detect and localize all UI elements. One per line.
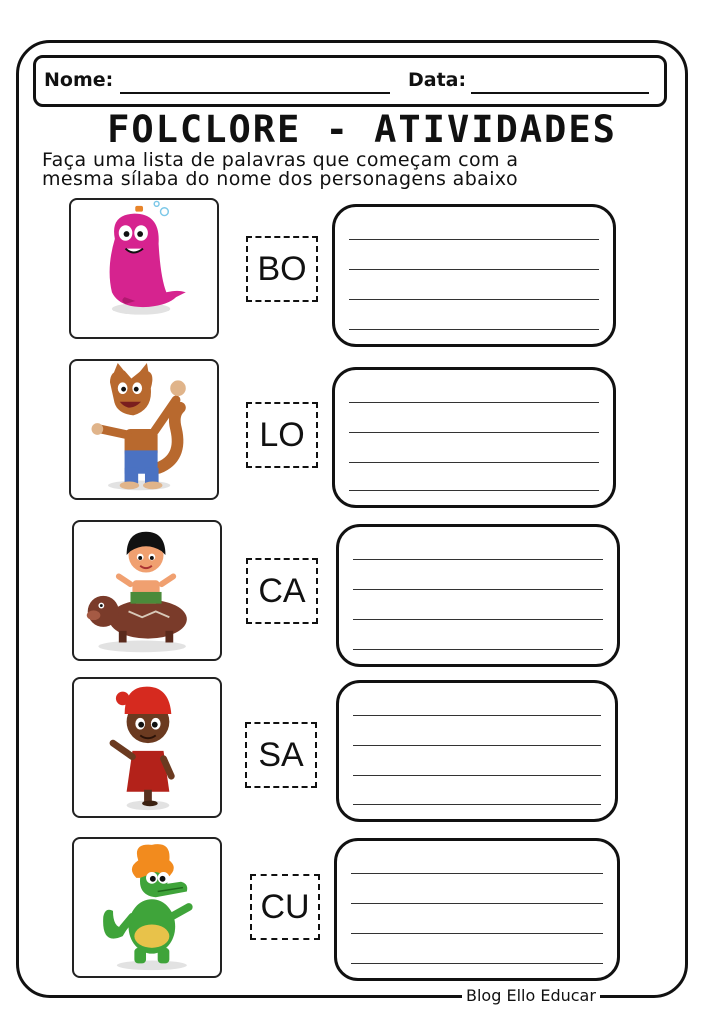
date-label: Data: (408, 69, 467, 91)
boto-pink-dolphin-icon (71, 200, 217, 337)
date-field-line[interactable] (471, 92, 649, 94)
instruction-text (42, 151, 682, 189)
syllable-box-2: LO (246, 402, 318, 468)
lobisomem-werewolf-icon (71, 361, 217, 498)
character-picture-4 (72, 677, 222, 818)
character-picture-3 (72, 520, 222, 661)
character-picture-5 (72, 837, 222, 978)
writing-box-4[interactable] (336, 680, 618, 822)
writing-box-2[interactable] (332, 367, 616, 508)
name-field-line[interactable] (120, 92, 390, 94)
saci-icon (74, 679, 220, 816)
syllable-box-1: BO (246, 236, 318, 302)
name-label: Nome: (44, 69, 114, 91)
instruction-line-2: mesma sílaba do nome dos personagens abaixo (42, 168, 518, 190)
cuca-alligator-icon (74, 839, 220, 976)
footer-credit: Blog Ello Educar (462, 986, 600, 1005)
character-picture-2 (69, 359, 219, 500)
page-title: FOLCLORE - ATIVIDADES (107, 108, 617, 151)
caipora-on-boar-icon (74, 522, 220, 659)
instruction-line-1: Faça uma lista de palavras que começam com a (42, 149, 519, 171)
writing-box-3[interactable] (336, 524, 620, 667)
writing-box-5[interactable] (334, 838, 620, 981)
name-date-header (33, 55, 667, 107)
syllable-box-5: CU (250, 874, 320, 940)
syllable-box-3: CA (246, 558, 318, 624)
character-picture-1 (69, 198, 219, 339)
writing-box-1[interactable] (332, 204, 616, 347)
syllable-box-4: SA (245, 722, 317, 788)
